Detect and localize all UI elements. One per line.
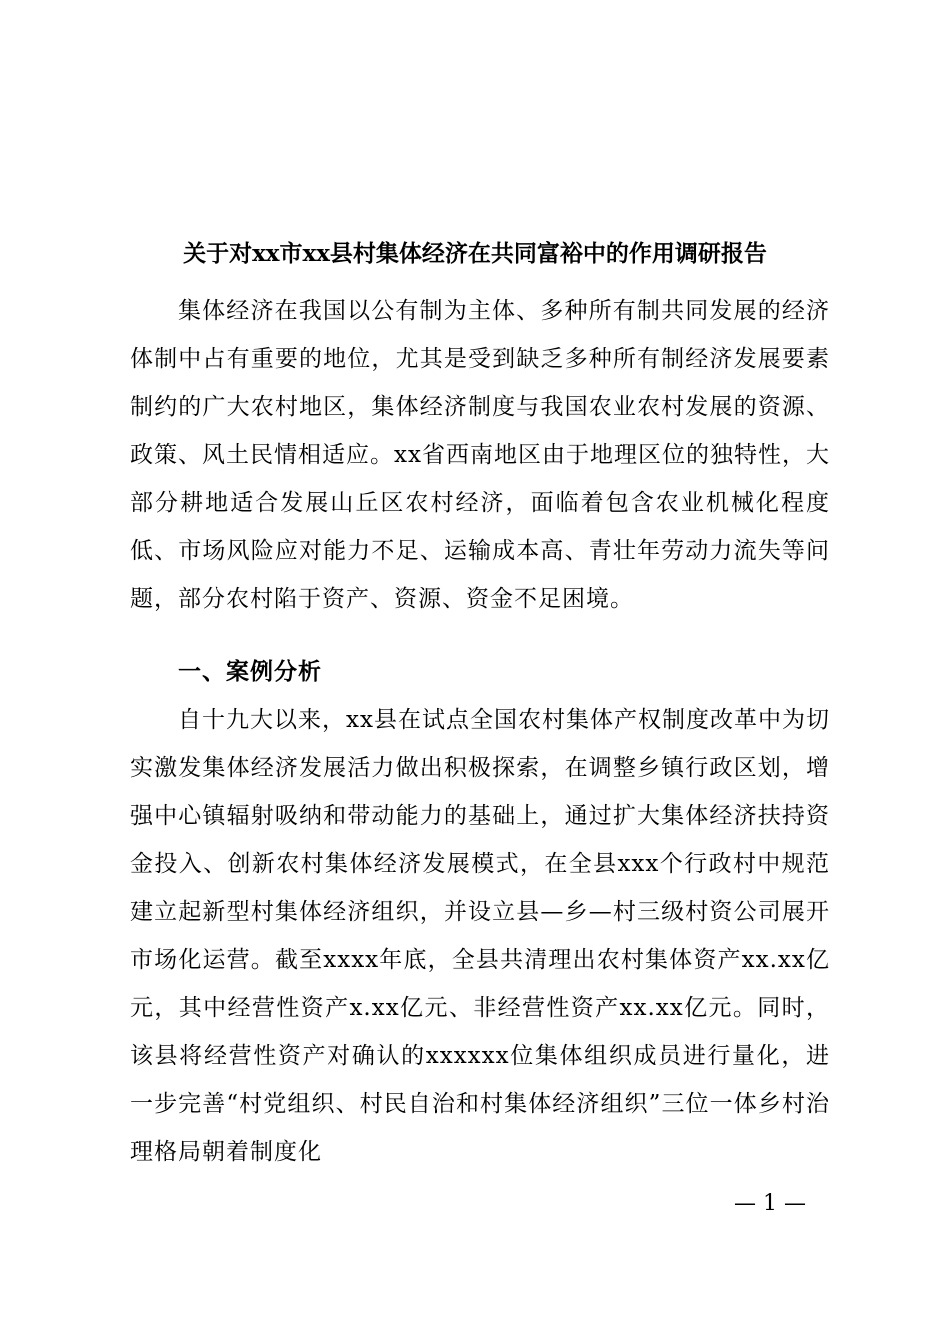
intro-paragraph: 集体经济在我国以公有制为主体、多种所有制共同发展的经济体制中占有重要的地位，尤其是受到缺乏多种所有制经济发展要素制约的广大农村地区，集体经济制度与我国农业农村发展的资源、政策、风土民情相适应。xx省西南地区由于地理区位的独特性，大部分耕地适合发展山丘区农村经济，面临着包含农业机械化程度低、市场风险应对能力不足、运输成本高、青壮年劳动力流失等问题，部分农村陷于资产、资源、资金不足困境。	[130, 298, 830, 612]
section-heading: 一、案例分析	[178, 659, 322, 685]
section-paragraph: 自十九大以来，xx县在试点全国农村集体产权制度改革中为切实激发集体经济发展活力做出积极探索，在调整乡镇行政区划，增强中心镇辐射吸纳和带动能力的基础上，通过扩大集体经济扶持资金投入、创新农村集体经济发展模式，在全县xxx个行政村中规范建立起新型村集体经济组织，并设立县—乡—村三级村资公司展开市场化运营。截至xxxx年底，全县共清理出农村集体资产xx.xx亿元，其中经营性资产x.xx亿元、非经营性资产xx.xx亿元。同时，该县将经营性资产对确认的xxxxxx位集体组织成员进行量化，进一步完善“村党组织、村民自治和村集体经济组织”三位一体乡村治理格局朝着制度化	[130, 707, 830, 1165]
document-title: 关于对xx市xx县村集体经济在共同富裕中的作用调研报告	[183, 240, 767, 267]
page-number: — 1 —	[734, 1191, 806, 1216]
